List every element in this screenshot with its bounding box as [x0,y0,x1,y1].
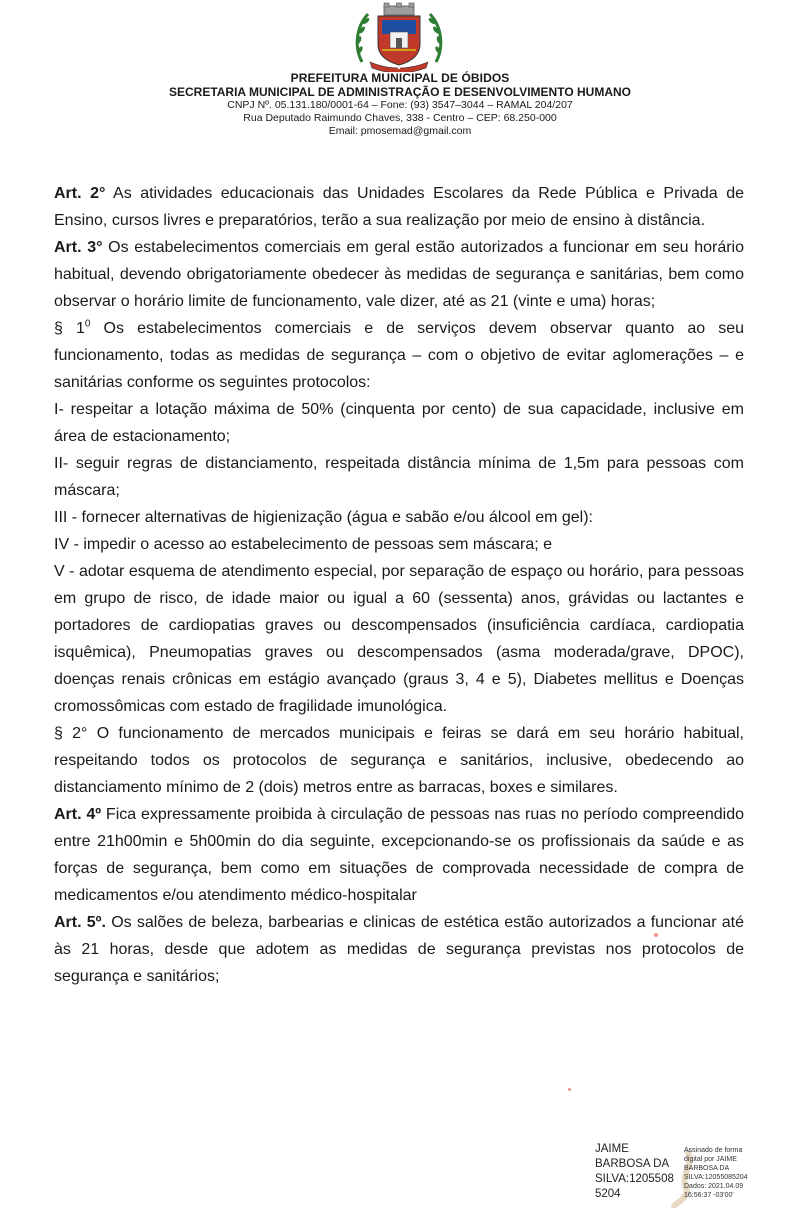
article-4 [54,801,744,909]
item-ii: II- seguir regras de distanciamento, respeitada distância mínima de 1,5m para pessoas com máscara; [54,455,744,499]
article-text: Fica expressamente proibida à circulação de pessoas nas ruas no período compreendido entre 21h00min e 5h00min do dia seguinte, excepcionando-se os profissionais da saúde e as forças de segurança, bem como em situações de comprovada necessidade de compra de medicamentos e/ou atendimento médico-hospitalar [54,806,744,904]
signature-name [595,1142,690,1202]
scan-speck [654,933,658,937]
signature-detail-line: Assinado de forma [684,1147,743,1154]
signature-details [684,1146,774,1200]
paragraph-label: § 1 [54,320,85,337]
article-5 [54,909,744,990]
article-label: Art. 2° [54,185,106,202]
header-address: Rua Deputado Raimundo Chaves, 338 - Centro – CEP: 68.250-000 [243,112,557,124]
signature-detail-line: Dados: 2021.04.09 [684,1183,744,1190]
item-i: I- respeitar a lotação máxima de 50% (cinquenta por cento) de sua capacidade, inclusive em área de estacionamento; [54,401,744,445]
article-2 [54,180,744,234]
document-body [54,180,744,990]
header-subtitle: SECRETARIA MUNICIPAL DE ADMINISTRAÇÃO E DESENVOLVIMENTO HUMANO [168,85,632,99]
signature-detail-line: digital por JAIME [684,1156,737,1163]
paragraph-superscript: 0 [84,318,91,330]
signature-detail-line: 16:56:37 -03'00' [684,1192,734,1199]
signature-name-line: BARBOSA DA [595,1158,670,1170]
paragraph-2: § 2° O funcionamento de mercados municipais e feiras se dará em seu horário habitual, respeitando todos os protocolos de segurança e sanitários, inclusive, obedecendo ao distanciamento mínimo de 2 (dois) metros entre as barracas, boxes e similares. [54,725,744,796]
article-text: Os estabelecimentos comerciais em geral estão autorizados a funcionar em seu horário habitual, devendo obrigatoriamente obedecer às medidas de segurança e sanitárias, bem como observar o horário limite de funcionamento, vale dizer, até as 21 (vinte e uma) horas; [54,239,745,310]
municipal-crest-icon [352,2,446,72]
signature-name-line: 5204 [595,1188,621,1200]
header-title: PREFEITURA MUNICIPAL DE ÓBIDOS [290,71,510,85]
article-label: Art. 3° [54,239,103,256]
article-text: Os salões de beleza, barbearias e clinicas de estética estão autorizados a funcionar até às 21 horas, desde que adotem as medidas de segurança previstas nos protocolos de segurança e sanitários; [54,914,745,985]
signature-name-line: JAIME [595,1143,629,1155]
header-cnpj-phone: CNPJ Nº. 05.131.180/0001-64 – Fone: (93) 3547–3044 – RAMAL 204/207 [227,99,573,111]
paragraph-1 [54,315,744,396]
item-v: V - adotar esquema de atendimento especial, por separação de espaço ou horário, para pessoas em grupo de risco, de idade maior ou igual a 60 (sessenta) anos, grávidas ou lactantes e portadores de cardiopatias graves ou descompensados (insuficiência cardíaca, cardiopatia isquêmica), Pneumopatias graves ou descompensados (asma moderada/grave, DPOC), doenças renais crônicas em estágio avançado (graus 3, 4 e 5), Diabetes mellitus e Doenças cromossômicas com estado de fragilidade imunológica. [54,563,744,715]
article-text: As atividades educacionais das Unidades Escolares da Rede Pública e Privada de Ensino, cursos livres e preparatórios, terão a sua realização por meio de ensino à distância. [54,185,744,229]
scan-speck [568,1088,571,1091]
signature-detail-line: BARBOSA DA [684,1165,730,1172]
article-3 [54,234,744,315]
item-iv: IV - impedir o acesso ao estabelecimento de pessoas sem máscara; e [54,536,553,553]
header-email: Email: pmosemad@gmail.com [328,125,472,137]
article-label: Art. 4º [54,806,102,823]
article-label: Art. 5º. [54,914,106,931]
paragraph-text: Os estabelecimentos comerciais e de serviços devem observar quanto ao seu funcionamento, todas as medidas de segurança – com o objetivo de evitar aglomerações – e sanitárias conforme os seguintes protocolos: [54,320,744,391]
item-iii: III - fornecer alternativas de higienização (água e sabão e/ou álcool em gel): [54,509,593,526]
signature-name-line: SILVA:1205508 [595,1173,674,1185]
signature-detail-line: SILVA:12055085204 [684,1174,748,1181]
